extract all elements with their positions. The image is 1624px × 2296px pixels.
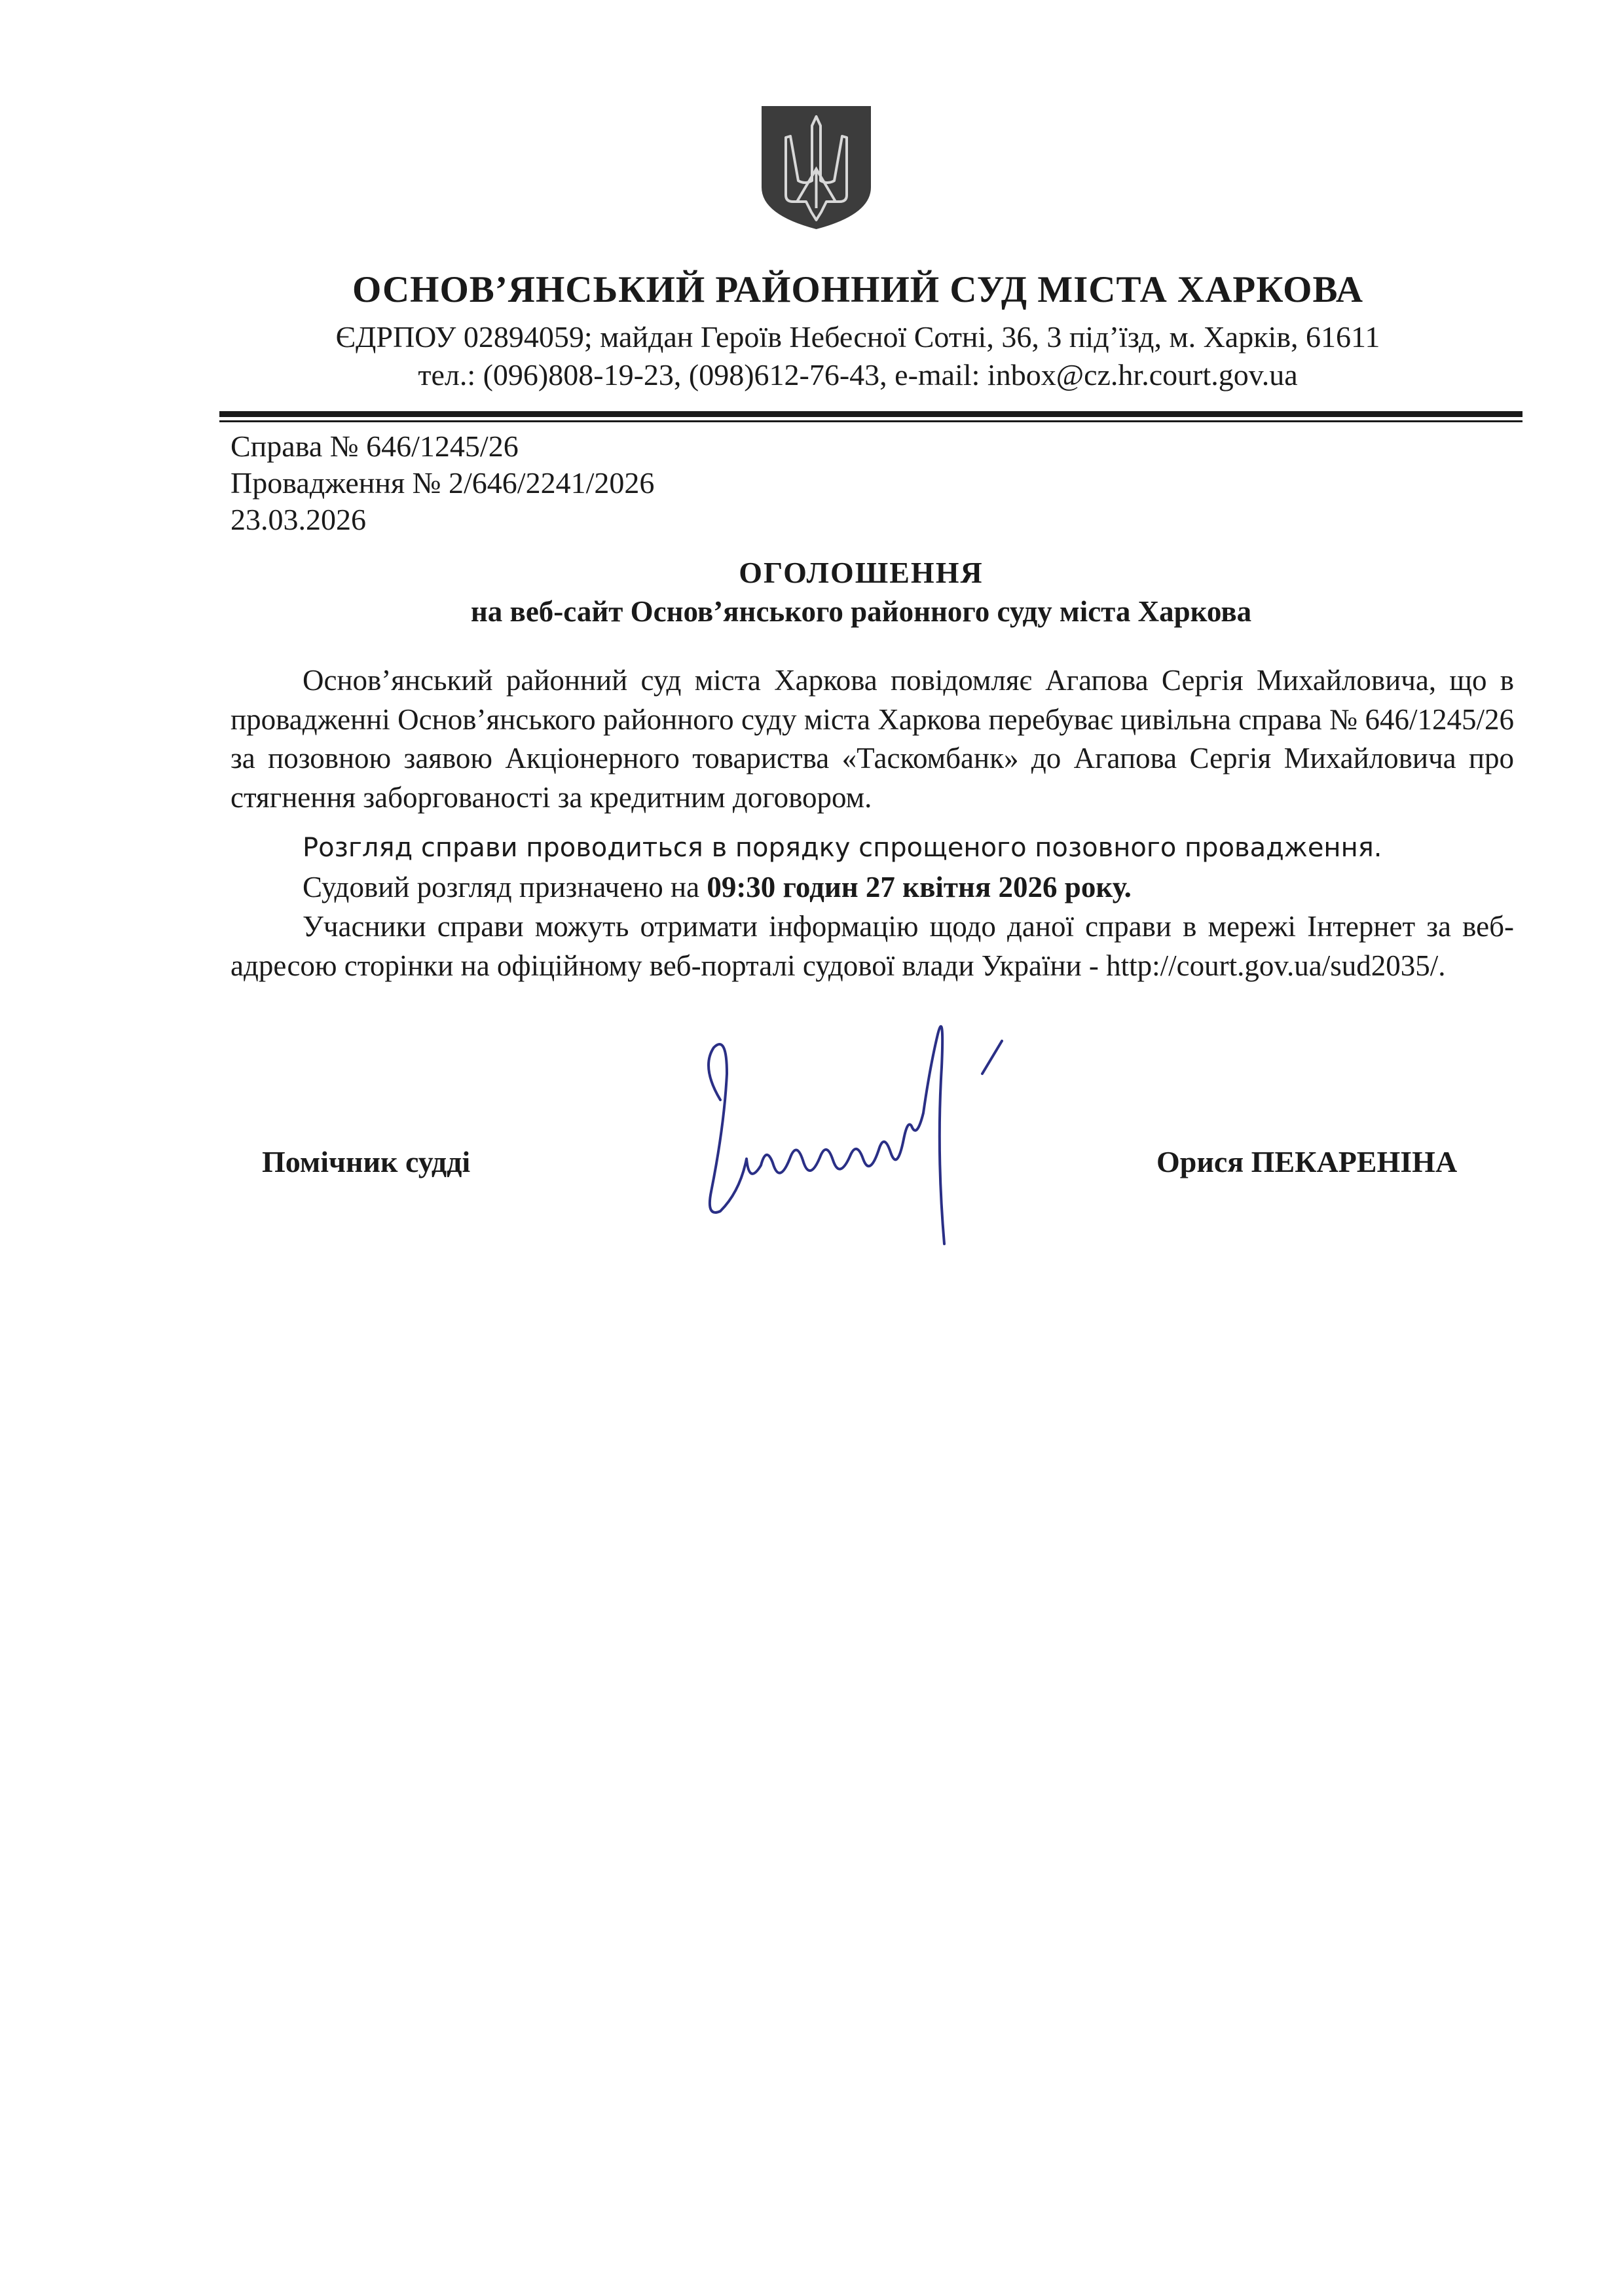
court-contacts: тел.: (096)808-19-23, (098)612-76-43, e-mail: inbox@cz.hr.court.gov.ua	[418, 358, 1298, 392]
hearing-datetime: 09:30 годин 27 квітня 2026 року.	[707, 871, 1132, 903]
case-number: Справа № 646/1245/26	[231, 429, 519, 463]
body-paragraph-2: Розгляд справи проводиться в порядку спрощеного позовного провадження.	[303, 833, 1382, 863]
header-divider-thin	[219, 420, 1522, 422]
ukraine-trident-emblem-icon	[759, 103, 874, 232]
body-paragraph-1: Основ’янський районний суд міста Харкова повідомляє Агапова Сергія Михайловича, що в провадженні Основ’янського районного суду міста Харкова перебуває цивільна справа № 646/1245/26 за позовною заявою Акціонерного товариства «Таскомбанк» до Агапова Сергія Михайловича про стягнення заборгованості за кредитним договором.	[231, 664, 1514, 814]
court-name: ОСНОВ’ЯНСЬКИЙ РАЙОННИЙ СУД МІСТА ХАРКОВА	[352, 269, 1364, 310]
hearing-prefix: Судовий розгляд призначено на	[303, 871, 707, 903]
announcement-subtitle: на веб-сайт Основ’янського районного суду міста Харкова	[470, 595, 1252, 628]
court-address: ЄДРПОУ 02894059; майдан Героїв Небесної Сотні, 36, 3 під’їзд, м. Харків, 61611	[335, 320, 1380, 354]
signatory-role: Помічник судді	[262, 1145, 471, 1178]
body-paragraph-4: Учасники справи можуть отримати інформацію щодо даної справи в мережі Інтернет за веб-адресою сторінки на офіційному веб-порталі судової влади України - http://court.gov.ua/sud2035/.	[231, 910, 1514, 982]
signatory-name: Орися ПЕКАРЕНІНА	[1156, 1145, 1458, 1178]
header-divider-thick	[219, 411, 1522, 417]
handwritten-signature-icon	[674, 995, 1015, 1270]
announcement-title: ОГОЛОШЕННЯ	[739, 556, 984, 589]
body-paragraph-3	[231, 868, 1514, 907]
proceeding-number: Провадження № 2/646/2241/2026	[231, 466, 655, 500]
document-date: 23.03.2026	[231, 503, 366, 536]
